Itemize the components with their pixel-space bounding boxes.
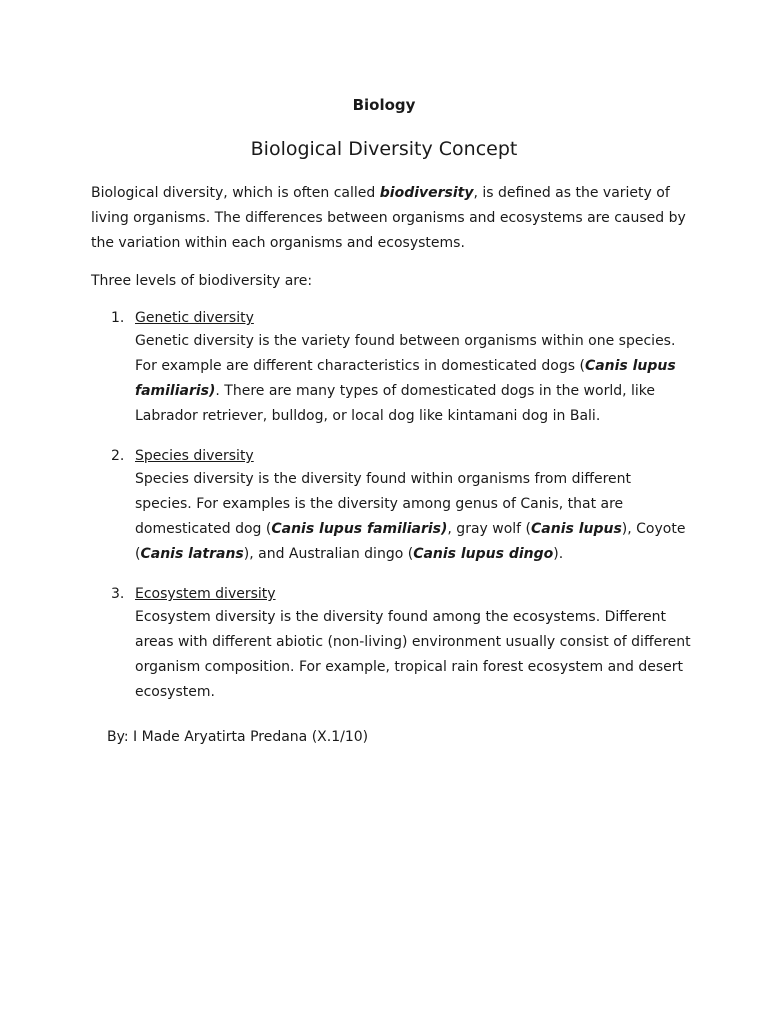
levels-heading: Three levels of biodiversity are: bbox=[91, 273, 313, 289]
desc-text: Genetic diversity is the variety found between organisms within one species. For example are different characteristics in domesticated dogs ( bbox=[135, 333, 676, 374]
desc-text: ), and Australian dingo ( bbox=[243, 546, 414, 562]
species-name: Canis lupus familiaris) bbox=[271, 521, 448, 537]
level-item-species bbox=[91, 445, 691, 567]
intro-text-after: , is defined as the variety of living organisms. The differences between organisms and ecosystems are caused by the variation within each organisms and ecosystems. bbox=[91, 185, 686, 251]
desc-text: ). bbox=[553, 546, 564, 562]
desc-text: ), Coyote ( bbox=[135, 521, 686, 562]
level-name: Species diversity bbox=[135, 448, 254, 464]
level-name: Ecosystem diversity bbox=[135, 586, 276, 602]
document-title: Biological Diversity Concept bbox=[250, 138, 518, 160]
level-description bbox=[135, 467, 691, 567]
species-name: Canis latrans bbox=[140, 546, 244, 562]
level-number: 1. bbox=[111, 310, 125, 326]
level-name: Genetic diversity bbox=[135, 310, 254, 326]
author-line: By: I Made Aryatirta Predana (X.1/10) bbox=[107, 729, 369, 745]
species-name: Canis lupus bbox=[531, 521, 622, 537]
desc-text: , gray wolf ( bbox=[447, 521, 532, 537]
intro-term-biodiversity: biodiversity bbox=[379, 185, 474, 201]
level-item-ecosystem bbox=[91, 583, 691, 705]
level-description: Ecosystem diversity is the diversity found among the ecosystems. Different areas with different abiotic (non-living) environment usually consist of different organism composition. For example, tropical rain forest ecosystem and desert ecosystem. bbox=[135, 609, 691, 700]
level-number: 3. bbox=[111, 586, 125, 602]
species-name: Canis lupus dingo bbox=[413, 546, 554, 562]
document-subject: Biology bbox=[352, 96, 416, 114]
intro-paragraph bbox=[91, 181, 691, 256]
level-item-genetic bbox=[91, 307, 691, 429]
desc-text: Species diversity is the diversity found within organisms from different species. For examples is the diversity among genus of Canis, that are domesticated dog ( bbox=[135, 471, 632, 537]
level-description bbox=[135, 329, 691, 429]
species-name: Canis lupus familiaris) bbox=[135, 358, 676, 399]
levels-list bbox=[91, 307, 691, 721]
intro-text-before: Biological diversity, which is often called bbox=[91, 185, 380, 201]
desc-text: . There are many types of domesticated dogs in the world, like Labrador retriever, bulldog, or local dog like kintamani dog in Bali. bbox=[135, 383, 655, 424]
level-number: 2. bbox=[111, 448, 125, 464]
